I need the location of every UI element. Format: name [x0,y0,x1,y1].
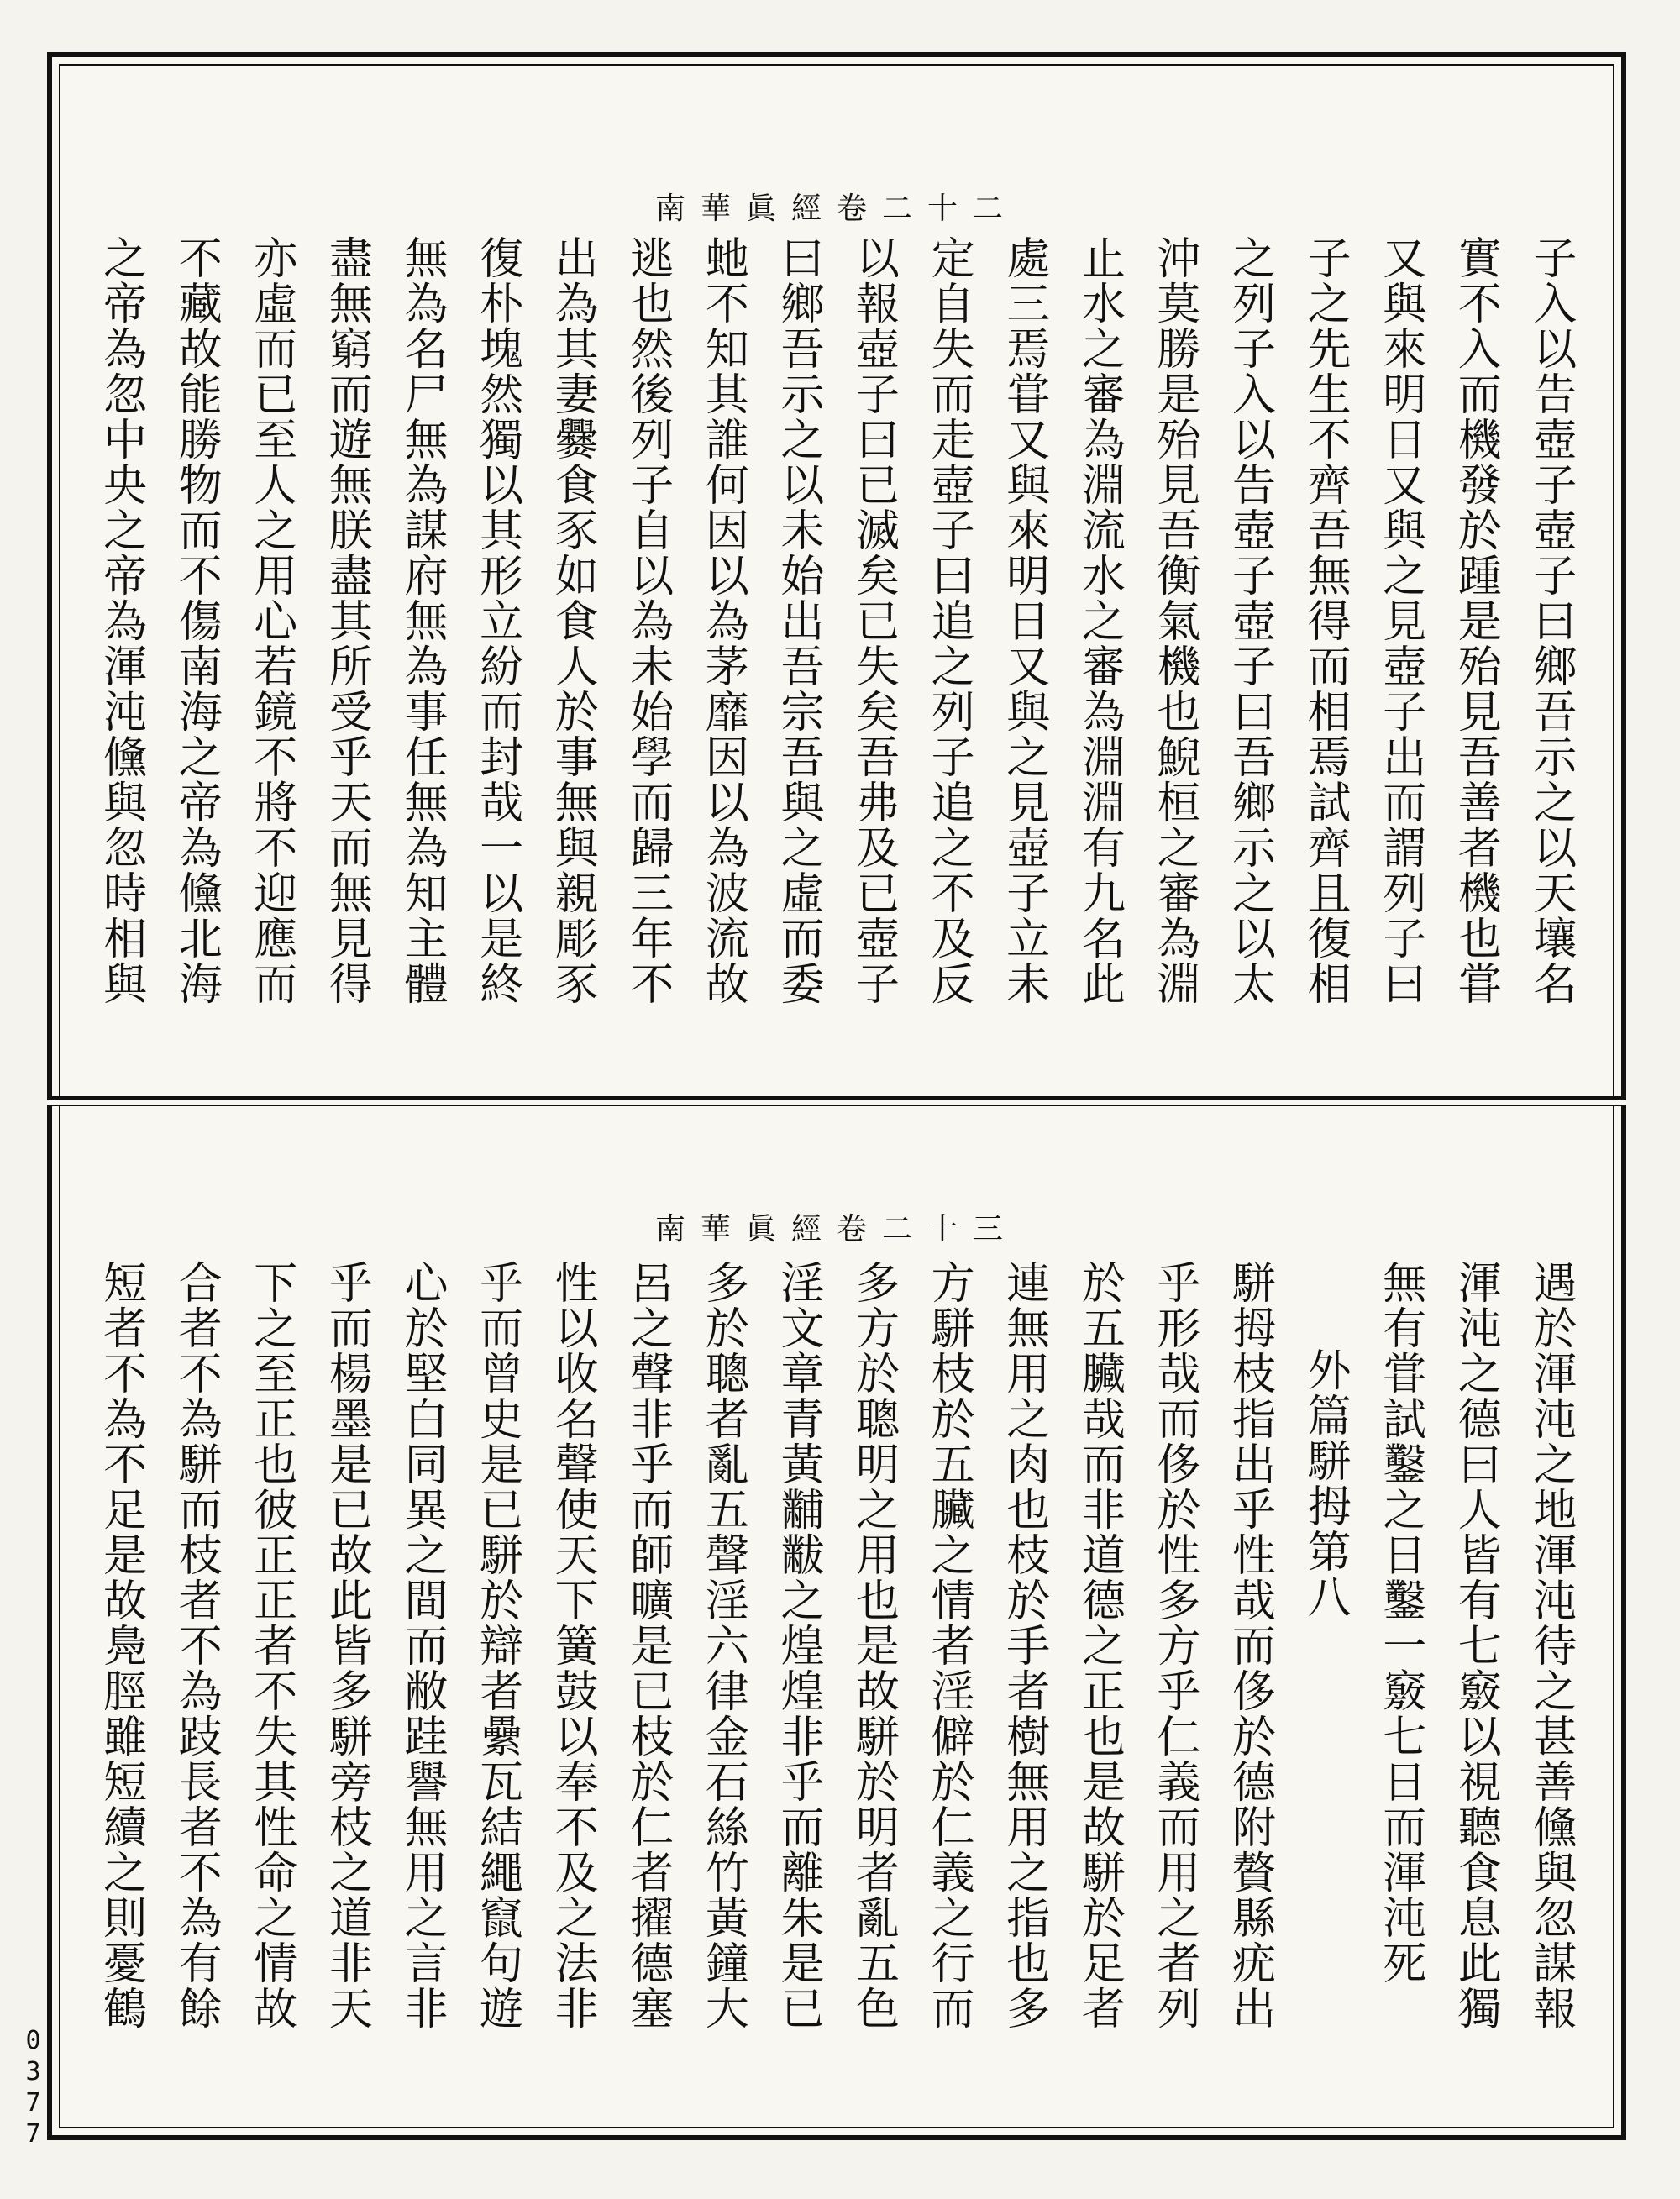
text-column: 定自失而走壺子曰追之列子追之不及反 [923,235,974,1006]
text-column: 短者不為不足是故鳧脛雖短續之則憂鶴 [95,1260,146,2031]
bottom-page [67,1113,1606,2133]
top-page [67,67,1606,1092]
text-column: 無為名尸無為謀府無為事任無為知主體 [396,235,447,1006]
text-column: 盡無窮而遊無朕盡其所受乎天而無見得 [321,235,372,1006]
text-column: 呂之聲非乎而師曠是已枝於仁者擢德塞 [622,1260,673,2031]
chapter-heading: 外篇駢拇第八 [1299,1347,1351,1619]
text-column: 不藏故能勝物而不傷南海之帝為儵北海 [171,235,222,1006]
text-column: 連無用之肉也枝於手者樹無用之指也多 [998,1260,1049,2031]
text-column: 多於聰者亂五聲淫六律金石絲竹黃鐘大 [697,1260,748,2031]
text-column: 止水之審為淵流水之審為淵淵有九名此 [1074,235,1125,1006]
text-column: 性以收名聲使天下簧鼓以奉不及之法非 [547,1260,598,2031]
top-page-columns [84,235,1589,1058]
bottom-page-columns [84,1260,1589,2100]
text-column: 子之先生不齊吾無得而相焉試齊且復相 [1299,235,1351,1006]
text-column: 於五臟哉而非道德之正也是故駢於足者 [1074,1260,1125,2031]
text-column: 無有甞試鑿之日鑿一竅七日而渾沌死 [1374,1260,1425,1986]
text-column: 之列子入以告壺子壺子曰吾鄉示之以太 [1224,235,1275,1006]
page-number: 0377 [18,2026,48,2150]
text-column: 逃也然後列子自以為未始學而歸三年不 [622,235,673,1006]
text-column: 下之至正也彼正正者不失其性命之情故 [245,1260,297,2031]
text-column: 又與來明日又與之見壺子出而謂列子曰 [1374,235,1425,1006]
text-column: 乎而曾史是已駢於辯者纍瓦結繩竄句遊 [471,1260,522,2031]
text-column: 沖莫勝是殆見吾衡氣機也鯢桓之審為淵 [1148,235,1200,1006]
text-column: 駢拇枝指出乎性哉而侈於德附贅縣疣出 [1224,1260,1275,2031]
text-column: 之帝為忽中央之帝為渾沌儵與忽時相與 [95,235,146,1006]
bottom-page-header: 南華眞經卷二十三 [654,1212,1018,1246]
text-column: 復朴塊然獨以其形立紛而封哉一以是終 [471,235,522,1006]
page-divider [47,1096,1626,1106]
text-column: 曰鄉吾示之以未始出吾宗吾與之虛而委 [772,235,823,1006]
text-column: 處三焉甞又與來明日又與之見壺子立未 [998,235,1049,1006]
text-column: 乎而楊墨是已故此皆多駢旁枝之道非天 [321,1260,372,2031]
text-column: 實不入而機發於踵是殆見吾善者機也甞 [1450,235,1501,1006]
text-column: 遇於渾沌之地渾沌待之甚善儵與忽謀報 [1525,1260,1576,2031]
text-column: 子入以告壺子壺子曰鄉吾示之以天壤名 [1525,235,1576,1006]
text-column: 亦虛而已至人之用心若鏡不將不迎應而 [245,235,297,1006]
text-column: 方駢枝於五臟之情者淫僻於仁義之行而 [923,1260,974,2031]
text-column: 出為其妻爨食豕如食人於事無與親彫豕 [547,235,598,1006]
top-page-header: 南華眞經卷二十二 [654,192,1018,226]
text-column: 以報壺子曰已滅矣已失矣吾弗及已壺子 [848,235,899,1006]
text-column: 渾沌之德曰人皆有七竅以視聽食息此獨 [1450,1260,1501,2031]
text-column: 乎形哉而侈於性多方乎仁義而用之者列 [1148,1260,1200,2031]
text-column: 合者不為駢而枝者不為跂長者不為有餘 [171,1260,222,2031]
text-column: 淫文章青黃黼黻之煌煌非乎而離朱是已 [772,1260,823,2031]
text-column: 虵不知其誰何因以為茅靡因以為波流故 [697,235,748,1006]
text-column: 多方於聰明之用也是故駢於明者亂五色 [848,1260,899,2031]
text-column: 心於堅白同異之間而敝跬譽無用之言非 [396,1260,447,2031]
